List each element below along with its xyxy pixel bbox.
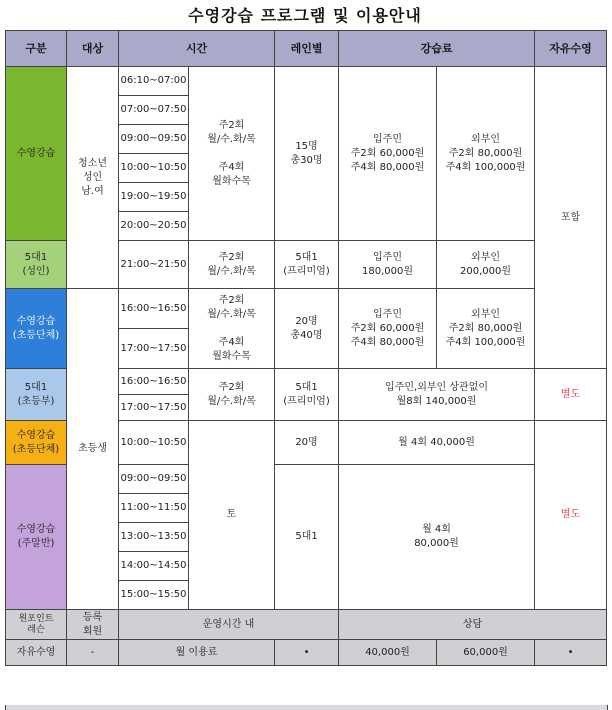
fee-nonresident-adult: 외부인 주2회 80,000원 주4회 100,000원 bbox=[437, 67, 535, 241]
fee-weekend: 월 4회 80,000원 bbox=[339, 465, 535, 610]
time-slot: 10:00~10:50 bbox=[119, 154, 189, 183]
page-title: 수영강습 프로그램 및 이용안내 bbox=[188, 6, 422, 25]
lane-kids-group: 20명 bbox=[275, 421, 339, 465]
lane-kids-private: 5대1 (프리미엄) bbox=[275, 369, 339, 421]
time-slot: 16:00~16:50 bbox=[119, 369, 189, 395]
lane-free-swim: • bbox=[275, 640, 339, 666]
target-kids: 초등생 bbox=[67, 289, 119, 610]
target-one-point: 등록 회원 bbox=[67, 610, 119, 640]
time-free-swim: 월 이용료 bbox=[119, 640, 275, 666]
header-time: 시간 bbox=[119, 31, 275, 67]
bottom-strip bbox=[5, 705, 608, 710]
free-swim-separate: 별도 bbox=[535, 421, 607, 610]
free-swim-dot: • bbox=[535, 640, 607, 666]
category-weekend: 수영강습 (주말반) bbox=[6, 465, 67, 610]
time-slot: 07:00~07:50 bbox=[119, 96, 189, 125]
time-slot: 16:00~16:50 bbox=[119, 289, 189, 329]
time-slot: 13:00~13:50 bbox=[119, 523, 189, 552]
fee-kids-private: 입주민,외부인 상관없이 월8회 140,000원 bbox=[339, 369, 535, 421]
header-row bbox=[6, 31, 607, 67]
time-slot: 11:00~11:50 bbox=[119, 494, 189, 523]
fee-kids-group: 월 4회 40,000원 bbox=[339, 421, 535, 465]
fee-nonresident-free-swim: 60,000원 bbox=[437, 640, 535, 666]
free-swim-included: 포함 bbox=[535, 67, 607, 369]
schedule-kids-private: 주2회 월/수.화/목 bbox=[189, 369, 275, 421]
header-fee: 강습료 bbox=[339, 31, 535, 67]
header-lane: 레인별 bbox=[275, 31, 339, 67]
category-kids-swim: 수영강습 (초등단체) bbox=[6, 289, 67, 369]
time-slot: 10:00~10:50 bbox=[119, 421, 189, 465]
time-slot: 06:10~07:00 bbox=[119, 67, 189, 96]
fee-resident-kids: 입주민 주2회 60,000원 주4회 80,000원 bbox=[339, 289, 437, 369]
schedule-kids: 주2회 월/수.화/목 주4회 월화수목 bbox=[189, 289, 275, 369]
schedule-weekend: 토 bbox=[189, 421, 275, 610]
header-category: 구분 bbox=[6, 31, 67, 67]
lane-kids: 20명 총40명 bbox=[275, 289, 339, 369]
time-slot: 21:00~21:50 bbox=[119, 241, 189, 289]
lane-adult-private: 5대1 (프리미엄) bbox=[275, 241, 339, 289]
fee-one-point: 상담 bbox=[339, 610, 607, 640]
time-slot: 19:00~19:50 bbox=[119, 183, 189, 212]
category-free-swim: 자유수영 bbox=[6, 640, 67, 666]
time-slot: 20:00~20:50 bbox=[119, 212, 189, 241]
target-adult: 청소년 성인 남.여 bbox=[67, 67, 119, 289]
schedule-adult-private: 주2회 월/수.화/목 bbox=[189, 241, 275, 289]
time-slot: 17:00~17:50 bbox=[119, 329, 189, 369]
fee-resident-adult-private: 입주민 180,000원 bbox=[339, 241, 437, 289]
fee-resident-free-swim: 40,000원 bbox=[339, 640, 437, 666]
schedule-adult: 주2회 월/수.화/목 주4회 월화수목 bbox=[189, 67, 275, 241]
lane-weekend: 5대1 bbox=[275, 465, 339, 610]
time-slot: 14:00~14:50 bbox=[119, 552, 189, 581]
header-free-swim: 자유수영 bbox=[535, 31, 607, 67]
program-table bbox=[5, 30, 607, 666]
fee-nonresident-kids: 외부인 주2회 80,000원 주4회 100,000원 bbox=[437, 289, 535, 369]
lane-adult: 15명 총30명 bbox=[275, 67, 339, 241]
time-slot: 09:00~09:50 bbox=[119, 125, 189, 154]
time-slot: 15:00~15:50 bbox=[119, 581, 189, 610]
category-kids-private: 5대1 (초등부) bbox=[6, 369, 67, 421]
header-target: 대상 bbox=[67, 31, 119, 67]
fee-nonresident-adult-private: 외부인 200,000원 bbox=[437, 241, 535, 289]
category-kids-group: 수영강습 (초등단체) bbox=[6, 421, 67, 465]
target-free-swim: - bbox=[67, 640, 119, 666]
fee-resident-adult: 입주민 주2회 60,000원 주4회 80,000원 bbox=[339, 67, 437, 241]
free-swim-separate: 별도 bbox=[535, 369, 607, 421]
time-one-point: 운영시간 내 bbox=[119, 610, 339, 640]
time-slot: 17:00~17:50 bbox=[119, 395, 189, 421]
category-adult-private: 5대1 (성인) bbox=[6, 241, 67, 289]
time-slot: 09:00~09:50 bbox=[119, 465, 189, 494]
category-adult-swim: 수영강습 bbox=[6, 67, 67, 241]
category-one-point: 원포인트 레슨 bbox=[6, 610, 67, 640]
